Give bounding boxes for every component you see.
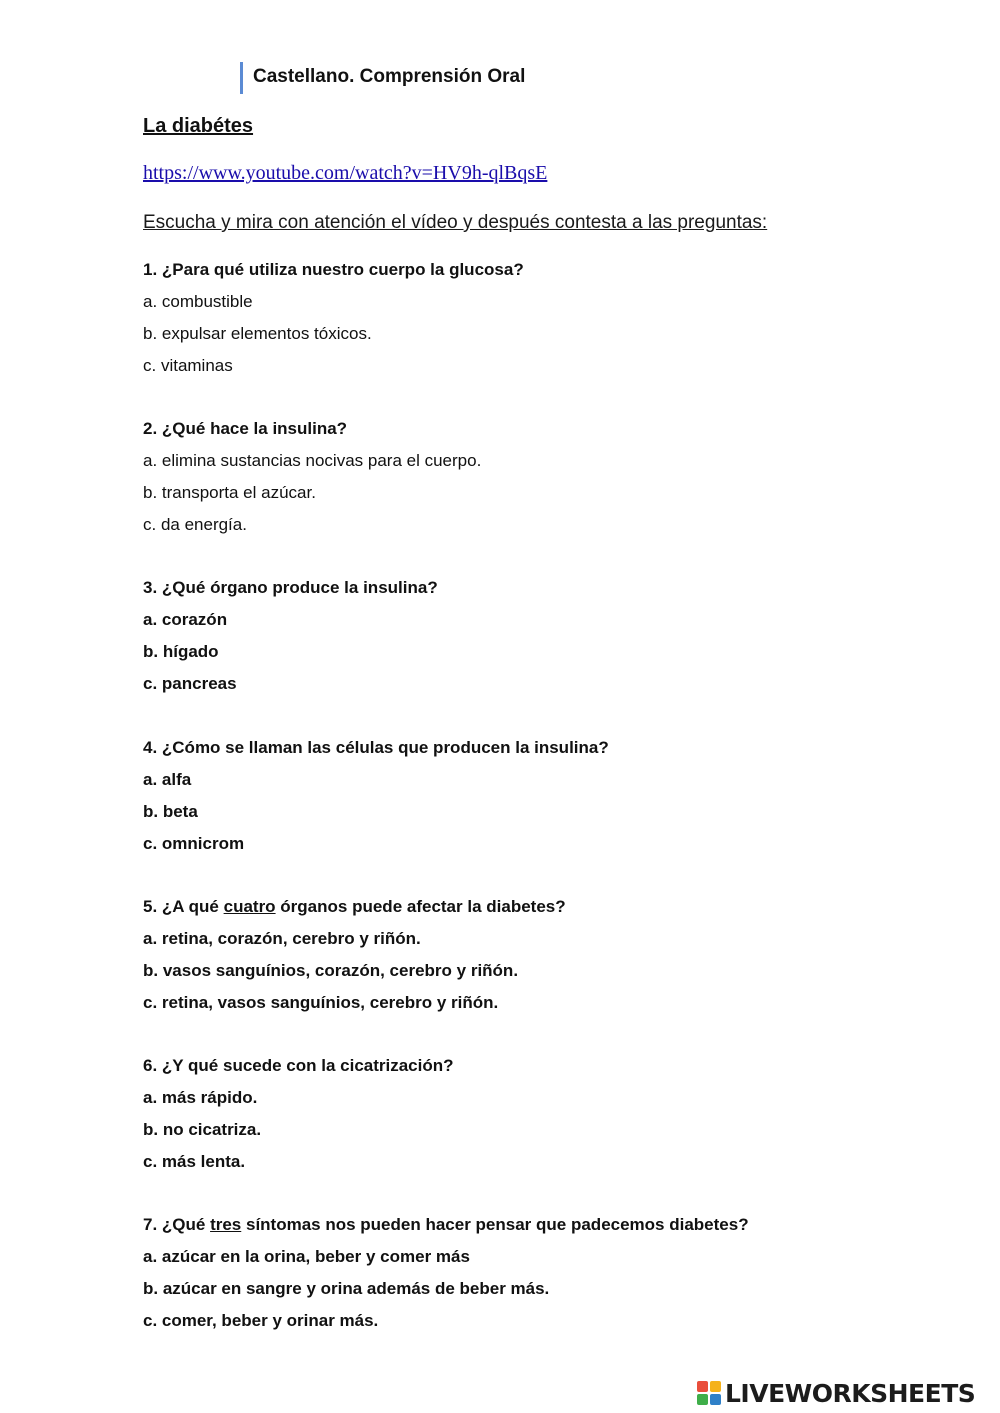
option-c[interactable]: c. más lenta.	[143, 1152, 246, 1171]
question-5	[143, 896, 943, 1024]
option-b[interactable]: b. expulsar elementos tóxicos.	[143, 324, 372, 343]
option-c[interactable]: c. vitaminas	[143, 356, 233, 375]
header-text: Castellano. Comprensión Oral	[253, 66, 526, 87]
question-text-emphasis: cuatro	[223, 897, 276, 916]
option-c[interactable]: c. retina, vasos sanguínios, cerebro y riñón.	[143, 993, 499, 1012]
option-a[interactable]: a. más rápido.	[143, 1088, 258, 1107]
option-c[interactable]: c. comer, beber y orinar más.	[143, 1311, 379, 1330]
option-a[interactable]: a. alfa	[143, 770, 192, 789]
question-text: 2. ¿Qué hace la insulina?	[143, 419, 348, 438]
question-text: 6. ¿Y qué sucede con la cicatrización?	[143, 1056, 454, 1075]
logo-square-yellow	[710, 1381, 721, 1392]
document-header	[240, 62, 525, 94]
question-text	[143, 896, 943, 928]
option-b[interactable]: b. beta	[143, 802, 198, 821]
question-4	[143, 737, 943, 865]
logo-square-green	[697, 1394, 708, 1405]
logo-square-blue	[710, 1394, 721, 1405]
question-2	[143, 418, 943, 546]
liveworksheets-logo-icon	[697, 1381, 721, 1405]
question-3	[143, 577, 943, 705]
option-c[interactable]: c. da energía.	[143, 515, 247, 534]
option-b[interactable]: b. no cicatriza.	[143, 1120, 262, 1139]
option-b[interactable]: b. azúcar en sangre y orina además de beber más.	[143, 1279, 550, 1298]
question-text-emphasis: tres	[210, 1215, 242, 1234]
option-b[interactable]: b. transporta el azúcar.	[143, 483, 316, 502]
question-text-pre: 7. ¿Qué	[143, 1215, 211, 1234]
question-text-pre: 5. ¿A qué	[143, 897, 224, 916]
option-a[interactable]: a. combustible	[143, 292, 253, 311]
option-c[interactable]: c. omnicrom	[143, 834, 245, 853]
question-text-post: síntomas nos pueden hacer pensar que padecemos diabetes?	[241, 1215, 749, 1234]
instructions: Escucha y mira con atención el vídeo y después contesta a las preguntas:	[143, 212, 768, 233]
question-text-post: órganos puede afectar la diabetes?	[275, 897, 566, 916]
option-c[interactable]: c. pancreas	[143, 674, 237, 693]
option-a[interactable]: a. azúcar en la orina, beber y comer más	[143, 1247, 470, 1266]
question-6	[143, 1055, 943, 1183]
option-b[interactable]: b. vasos sanguínios, corazón, cerebro y riñón.	[143, 961, 519, 980]
option-a[interactable]: a. retina, corazón, cerebro y riñón.	[143, 929, 421, 948]
question-1	[143, 259, 943, 387]
question-text: 1. ¿Para qué utiliza nuestro cuerpo la glucosa?	[143, 260, 524, 279]
logo-text: LIVEWORKSHEETS	[725, 1378, 976, 1408]
question-text	[143, 1214, 943, 1246]
option-b[interactable]: b. hígado	[143, 642, 219, 661]
logo-square-red	[697, 1381, 708, 1392]
document-title: La diabétes	[143, 115, 254, 137]
question-7	[143, 1214, 943, 1342]
option-a[interactable]: a. elimina sustancias nocivas para el cuerpo.	[143, 451, 482, 470]
question-text: 3. ¿Qué órgano produce la insulina?	[143, 578, 438, 597]
youtube-link[interactable]: https://www.youtube.com/watch?v=HV9h-qlBqsE	[143, 162, 548, 184]
question-text: 4. ¿Cómo se llaman las células que producen la insulina?	[143, 738, 609, 757]
option-a[interactable]: a. corazón	[143, 610, 228, 629]
liveworksheets-logo[interactable]	[697, 1376, 975, 1410]
